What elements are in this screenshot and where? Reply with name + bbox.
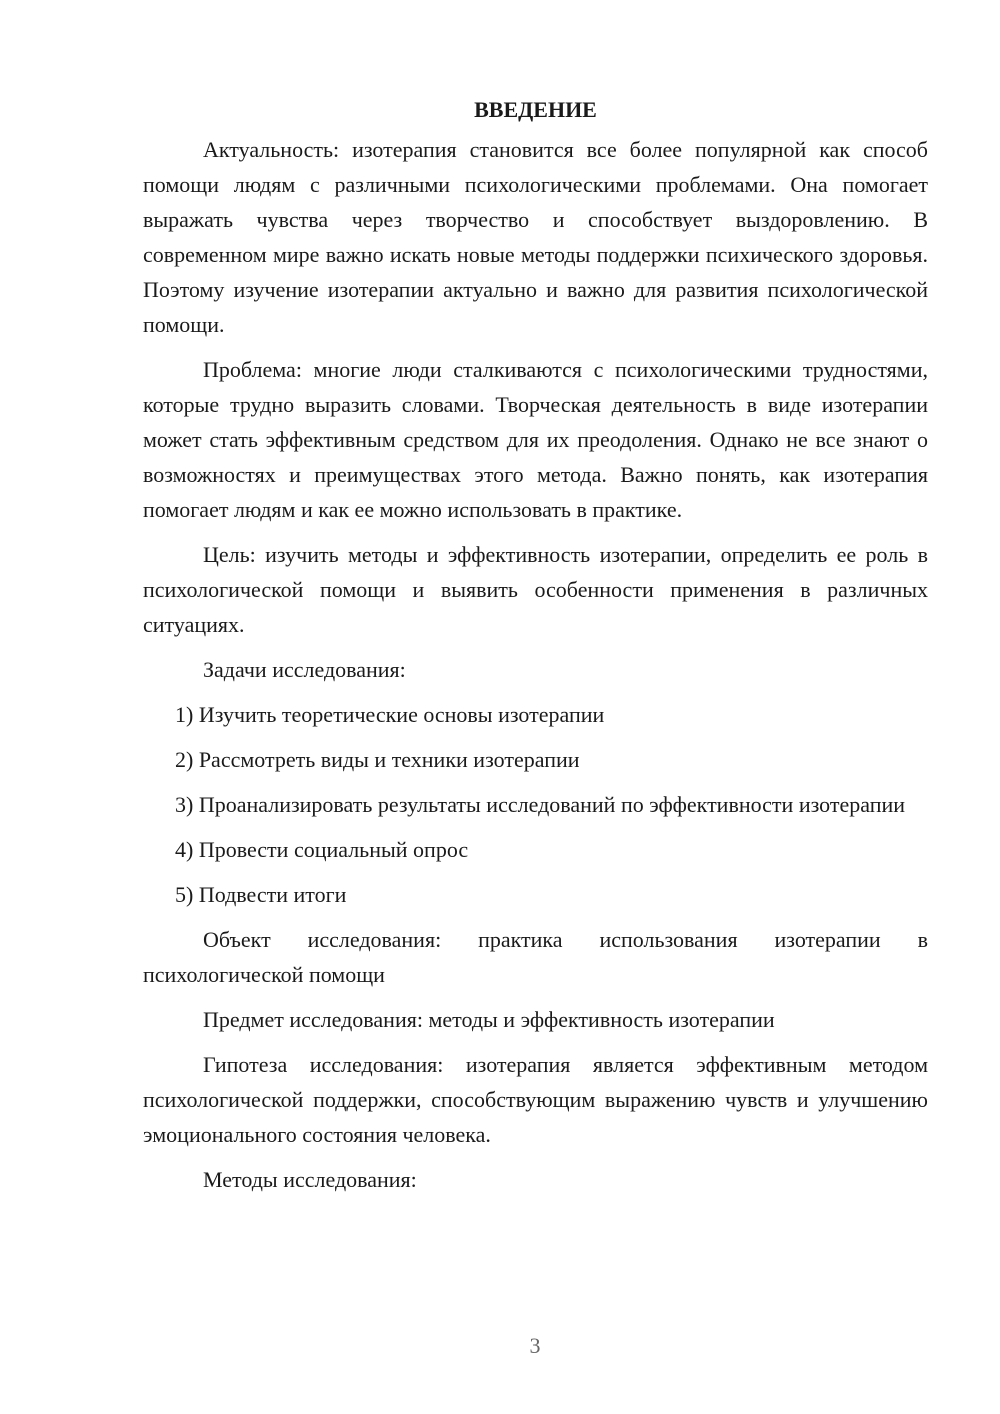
task-item: 1) Изучить теоретические основы изотерапии — [175, 702, 605, 727]
tasks-heading: Задачи исследования: — [203, 657, 406, 682]
task-item: 5) Подвести итоги — [175, 882, 347, 907]
task-item: 3) Проанализировать результаты исследований по эффективности изотерапии — [175, 792, 906, 817]
task-item: 2) Рассмотреть виды и техники изотерапии — [175, 747, 580, 772]
document-page — [143, 92, 928, 1207]
relevance-paragraph: Актуальность: изотерапия становится все более популярной как способ помощи людям с различными психологическими проблемами. Она помогает выражать чувства через творчество и способствует выздоровлению. В современном мире важно искать новые методы поддержки психического здоровья. Поэтому изучение изотерапии актуально и важно для развития психологической помощи. — [143, 137, 928, 337]
page-title: ВВЕДЕНИЕ — [474, 97, 597, 122]
methods-heading: Методы исследования: — [203, 1167, 417, 1192]
goal-paragraph: Цель: изучить методы и эффективность изотерапии, определить ее роль в психологической помощи и выявить особенности применения в различных ситуациях. — [143, 542, 928, 637]
problem-paragraph: Проблема: многие люди сталкиваются с психологическими трудностями, которые трудно выразить словами. Творческая деятельность в виде изотерапии может стать эффективным средством для их преодоления. Однако не все знают о возможностях и преимуществах этого метода. Важно понять, как изотерапия помогает людям и как ее можно использовать в практике. — [143, 357, 928, 522]
task-item: 4) Провести социальный опрос — [175, 837, 469, 862]
subject-paragraph: Предмет исследования: методы и эффективность изотерапии — [203, 1007, 775, 1032]
hypothesis-paragraph: Гипотеза исследования: изотерапия является эффективным методом психологической поддержки, способствующим выражению чувств и улучшению эмоционального состояния человека. — [143, 1052, 928, 1147]
page-number: 3 — [529, 1333, 541, 1358]
object-paragraph: Объект исследования: практика использования изотерапии в психологической помощи — [143, 927, 928, 987]
